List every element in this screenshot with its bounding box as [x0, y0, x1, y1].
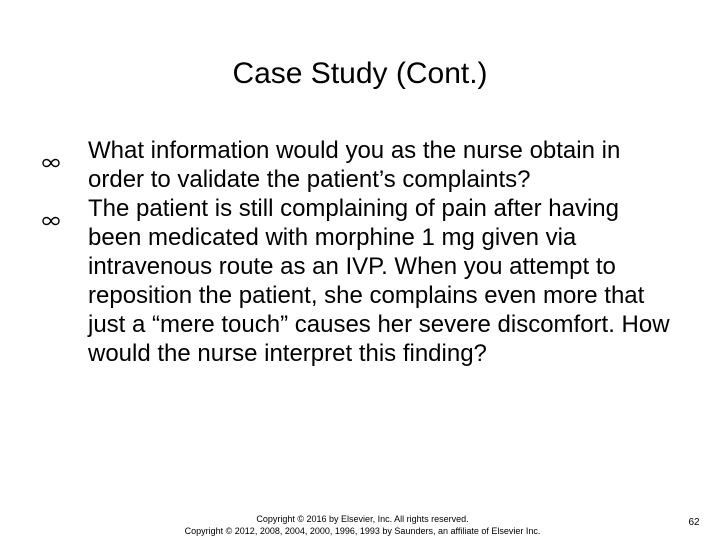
slide-title: Case Study (Cont.) [232, 57, 488, 90]
copyright-line-2: Copyright © 2012, 2008, 2004, 2000, 1996, 1993 by Saunders, an affiliate of Elsevier Inc. [184, 526, 541, 536]
copyright-footer [160, 513, 565, 537]
page-number: 62 [688, 517, 700, 528]
copyright-line-1: Copyright © 2016 by Elsevier, Inc. All rights reserved. [256, 514, 469, 524]
bullet-item-pain-finding [72, 194, 672, 368]
bullet-text: What information would you as the nurse obtain in order to validate the patient’s complaints? [88, 137, 621, 193]
bullet-item-validate-complaints [72, 136, 672, 194]
infinity-bullet-icon [42, 204, 60, 214]
bullet-list [72, 136, 672, 368]
infinity-bullet-icon [42, 146, 60, 156]
bullet-text: The patient is still complaining of pain after having been medicated with morphine 1 mg given via intravenous route as an IVP. When you attempt to reposition the patient, she complains even more that just a “mere touch” causes her severe discomfort. How would the nurse interpret this finding? [88, 195, 670, 367]
